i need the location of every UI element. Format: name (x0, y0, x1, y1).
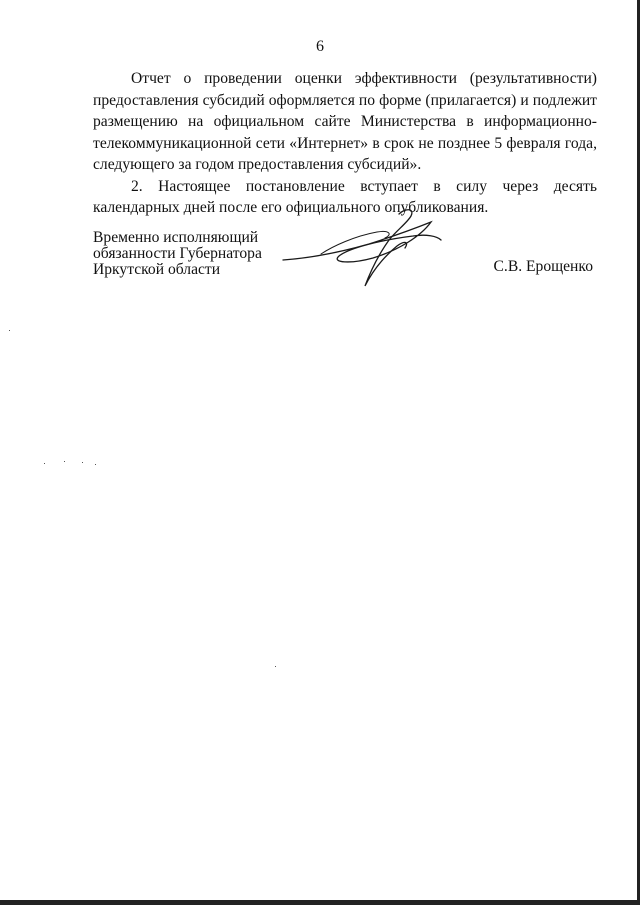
signer-name: С.В. Ерощенко (493, 258, 593, 275)
scan-speck (275, 666, 276, 667)
signature-block (93, 230, 597, 290)
paragraph-report: Отчет о проведении оценки эффективности (результативности) предоставления субсидий оформляется по форме (прилагается) и подлежит размещению на официальном сайте Министерства в информационно-телекоммуникационной сети «Интернет» в срок не позднее 5 февраля года, следующего за годом предоставления субсидий». (93, 70, 597, 173)
signer-title: Временно исполняющий обязанности Губернатора Иркутской области (93, 229, 262, 278)
scan-speck (64, 461, 65, 462)
paragraph-effective-date: 2. Настоящее постановление вступает в силу через десять календарных дней после его официального опубликования. (93, 177, 597, 216)
page-edge-bottom (0, 900, 640, 905)
scan-speck (95, 464, 96, 465)
document-body (93, 68, 597, 219)
page-number: 6 (316, 38, 324, 55)
scan-speck (44, 463, 45, 464)
scan-speck (82, 462, 83, 463)
signature-icon (281, 206, 446, 296)
scan-speck (9, 330, 10, 331)
